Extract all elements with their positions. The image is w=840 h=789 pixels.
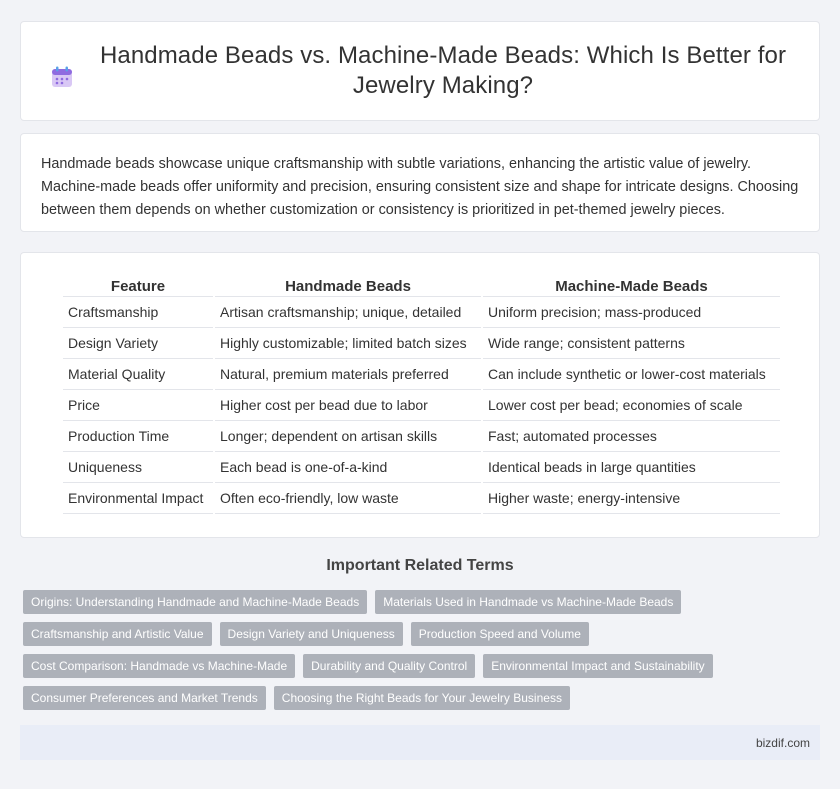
comparison-table-card xyxy=(20,252,820,538)
tag-row xyxy=(23,686,813,710)
table-cell: Each bead is one-of-a-kind xyxy=(215,452,481,483)
related-term-tag[interactable]: Design Variety and Uniqueness xyxy=(220,622,403,646)
related-term-tag[interactable]: Materials Used in Handmade vs Machine-Made Beads xyxy=(375,590,681,614)
table-cell: Natural, premium materials preferred xyxy=(215,359,481,390)
column-header-feature: Feature xyxy=(63,275,213,297)
table-cell: Artisan craftsmanship; unique, detailed xyxy=(215,297,481,328)
comparison-table xyxy=(61,275,782,514)
table-cell: Higher waste; energy-intensive xyxy=(483,483,780,514)
table-cell: Craftsmanship xyxy=(63,297,213,328)
table-row xyxy=(63,483,780,514)
table-cell: Can include synthetic or lower-cost materials xyxy=(483,359,780,390)
related-term-tag[interactable]: Choosing the Right Beads for Your Jewelry Business xyxy=(274,686,570,710)
table-cell: Material Quality xyxy=(63,359,213,390)
table-cell: Uniqueness xyxy=(63,452,213,483)
table-header-row xyxy=(63,275,780,297)
table-cell: Lower cost per bead; economies of scale xyxy=(483,390,780,421)
tag-row xyxy=(23,654,813,678)
related-terms-list xyxy=(23,590,813,718)
related-term-tag[interactable]: Cost Comparison: Handmade vs Machine-Made xyxy=(23,654,295,678)
page-title: Handmade Beads vs. Machine-Made Beads: Which Is Better for Jewelry Making? xyxy=(99,42,787,99)
related-term-tag[interactable]: Consumer Preferences and Market Trends xyxy=(23,686,266,710)
table-row xyxy=(63,328,780,359)
table-cell: Design Variety xyxy=(63,328,213,359)
table-cell: Higher cost per bead due to labor xyxy=(215,390,481,421)
intro-text: Handmade beads showcase unique craftsmanship with subtle variations, enhancing the artistic value of jewelry. Machine-made beads offer uniformity and precision, ensuring consistent size and shape for intricate designs. Choosing between them depends on whether customization or consistency is prioritized in pet-themed jewelry pieces. xyxy=(41,156,799,218)
table-cell: Longer; dependent on artisan skills xyxy=(215,421,481,452)
related-term-tag[interactable]: Environmental Impact and Sustainability xyxy=(483,654,712,678)
footer xyxy=(20,725,820,760)
related-term-tag[interactable]: Origins: Understanding Handmade and Machine-Made Beads xyxy=(23,590,367,614)
related-terms-title: Important Related Terms xyxy=(326,557,514,574)
table-row xyxy=(63,297,780,328)
related-term-tag[interactable]: Craftsmanship and Artistic Value xyxy=(23,622,212,646)
table-cell: Uniform precision; mass-produced xyxy=(483,297,780,328)
table-cell: Production Time xyxy=(63,421,213,452)
table-cell: Environmental Impact xyxy=(63,483,213,514)
tag-row xyxy=(23,590,813,614)
related-term-tag[interactable]: Durability and Quality Control xyxy=(303,654,475,678)
table-cell: Fast; automated processes xyxy=(483,421,780,452)
table-cell: Price xyxy=(63,390,213,421)
footer-brand-link[interactable]: bizdif.com xyxy=(755,735,810,750)
calendar-icon xyxy=(50,65,74,89)
header-inner xyxy=(50,41,790,101)
table-row xyxy=(63,452,780,483)
column-header-handmade: Handmade Beads xyxy=(215,275,481,297)
table-cell: Often eco-friendly, low waste xyxy=(215,483,481,514)
header-card xyxy=(20,21,820,121)
intro-card xyxy=(20,133,820,232)
column-header-machine-made: Machine-Made Beads xyxy=(483,275,780,297)
table-cell: Highly customizable; limited batch sizes xyxy=(215,328,481,359)
table-row xyxy=(63,359,780,390)
related-term-tag[interactable]: Production Speed and Volume xyxy=(411,622,589,646)
table-row xyxy=(63,421,780,452)
table-row xyxy=(63,390,780,421)
table-cell: Wide range; consistent patterns xyxy=(483,328,780,359)
tag-row xyxy=(23,622,813,646)
table-cell: Identical beads in large quantities xyxy=(483,452,780,483)
